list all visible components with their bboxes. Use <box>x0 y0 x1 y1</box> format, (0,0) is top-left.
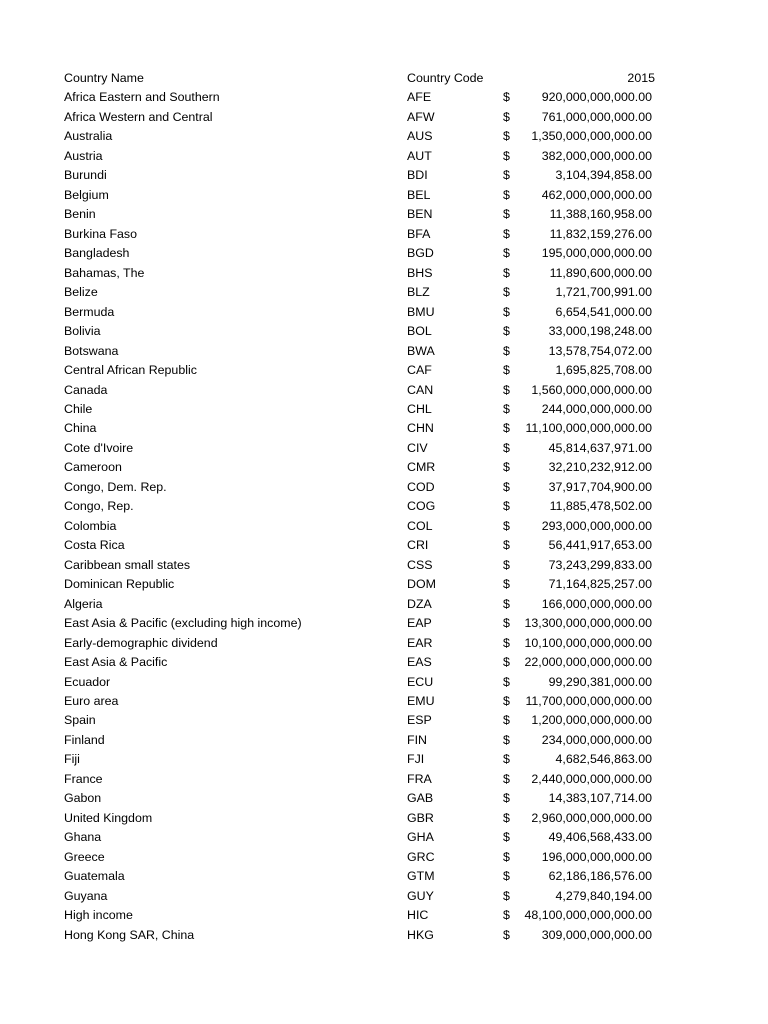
currency-symbol: $ <box>503 343 510 358</box>
currency-symbol: $ <box>503 674 510 689</box>
currency-symbol: $ <box>503 830 510 845</box>
country-name-cell: Central African Republic <box>64 363 197 378</box>
gdp-value-cell: 195,000,000,000.00 <box>541 246 652 261</box>
country-code-cell: CIV <box>407 440 428 455</box>
currency-symbol: $ <box>503 148 510 163</box>
currency-symbol: $ <box>503 499 510 514</box>
currency-symbol: $ <box>503 713 510 728</box>
country-code-cell: FRA <box>407 771 432 786</box>
country-name-cell: Chile <box>64 401 93 416</box>
country-code-cell: CHL <box>407 401 432 416</box>
country-code-cell: CAF <box>407 363 432 378</box>
currency-symbol: $ <box>503 888 510 903</box>
currency-symbol: $ <box>503 927 510 942</box>
currency-symbol: $ <box>503 635 510 650</box>
table-row <box>0 809 768 828</box>
currency-symbol: $ <box>503 168 510 183</box>
country-name-cell: Congo, Rep. <box>64 499 134 514</box>
table-row <box>0 575 768 594</box>
column-header-year: 2015 <box>627 71 655 85</box>
gdp-value-cell: 6,654,541,000.00 <box>555 304 652 319</box>
table-row <box>0 731 768 750</box>
currency-symbol: $ <box>503 460 510 475</box>
currency-symbol: $ <box>503 440 510 455</box>
currency-symbol: $ <box>503 869 510 884</box>
country-code-cell: FJI <box>407 752 425 767</box>
country-name-cell: East Asia & Pacific <box>64 655 168 670</box>
country-name-cell: Bermuda <box>64 304 115 319</box>
country-code-cell: ECU <box>407 674 434 689</box>
country-name-cell: Cote d'Ivoire <box>64 440 134 455</box>
table-row <box>0 497 768 516</box>
country-code-cell: BEN <box>407 207 433 222</box>
gdp-value-cell: 45,814,637,971.00 <box>548 440 652 455</box>
gdp-value-cell: 234,000,000,000.00 <box>541 732 652 747</box>
country-name-cell: Fiji <box>64 752 80 767</box>
table-row <box>0 634 768 653</box>
country-code-cell: ESP <box>407 713 432 728</box>
gdp-value-cell: 10,100,000,000,000.00 <box>524 635 652 650</box>
country-code-cell: CSS <box>407 557 433 572</box>
gdp-value-cell: 382,000,000,000.00 <box>541 148 652 163</box>
currency-symbol: $ <box>503 810 510 825</box>
country-name-cell: Early-demographic dividend <box>64 635 218 650</box>
country-code-cell: BEL <box>407 187 431 202</box>
gdp-value-cell: 1,695,825,708.00 <box>555 363 652 378</box>
table-row <box>0 458 768 477</box>
currency-symbol: $ <box>503 577 510 592</box>
country-name-cell: Cameroon <box>64 460 122 475</box>
country-name-cell: Bangladesh <box>64 246 130 261</box>
currency-symbol: $ <box>503 421 510 436</box>
country-code-cell: DZA <box>407 596 432 611</box>
gdp-value-cell: 48,100,000,000,000.00 <box>524 908 652 923</box>
table-row <box>0 108 768 127</box>
gdp-value-cell: 166,000,000,000.00 <box>541 596 652 611</box>
currency-symbol: $ <box>503 187 510 202</box>
country-code-cell: EAS <box>407 655 432 670</box>
country-code-cell: GTM <box>407 869 435 884</box>
currency-symbol: $ <box>503 382 510 397</box>
table-row <box>0 147 768 166</box>
table-row <box>0 906 768 925</box>
country-name-cell: Algeria <box>64 596 103 611</box>
table-row <box>0 88 768 107</box>
currency-symbol: $ <box>503 246 510 261</box>
country-code-cell: AFE <box>407 90 432 105</box>
country-name-cell: Greece <box>64 849 105 864</box>
currency-symbol: $ <box>503 771 510 786</box>
country-code-cell: COL <box>407 518 433 533</box>
table-row <box>0 225 768 244</box>
gdp-value-cell: 73,243,299,833.00 <box>548 557 652 572</box>
currency-symbol: $ <box>503 732 510 747</box>
currency-symbol: $ <box>503 226 510 241</box>
gdp-value-cell: 14,383,107,714.00 <box>548 791 652 806</box>
country-name-cell: Guatemala <box>64 869 125 884</box>
table-row <box>0 770 768 789</box>
currency-symbol: $ <box>503 129 510 144</box>
country-name-cell: Caribbean small states <box>64 557 191 572</box>
country-name-cell: Africa Eastern and Southern <box>64 90 220 105</box>
country-code-cell: CRI <box>407 538 429 553</box>
table-row <box>0 926 768 945</box>
table-row <box>0 244 768 263</box>
country-name-cell: Dominican Republic <box>64 577 175 592</box>
country-code-cell: AFW <box>407 109 435 124</box>
table-row <box>0 303 768 322</box>
table-row <box>0 419 768 438</box>
country-code-cell: EMU <box>407 694 435 708</box>
gdp-value-cell: 56,441,917,653.00 <box>548 538 652 553</box>
currency-symbol: $ <box>503 655 510 670</box>
currency-symbol: $ <box>503 304 510 319</box>
table-header-row <box>0 69 768 88</box>
country-name-cell: Botswana <box>64 343 119 358</box>
country-code-cell: CHN <box>407 421 434 436</box>
gdp-value-cell: 761,000,000,000.00 <box>541 109 652 124</box>
country-code-cell: DOM <box>407 577 436 592</box>
country-name-cell: High income <box>64 908 133 923</box>
country-code-cell: GUY <box>407 888 434 903</box>
table-row <box>0 887 768 906</box>
gdp-value-cell: 11,832,159,276.00 <box>549 226 652 241</box>
gdp-value-cell: 99,290,381,000.00 <box>548 674 652 689</box>
currency-symbol: $ <box>503 363 510 378</box>
gdp-value-cell: 309,000,000,000.00 <box>541 927 652 942</box>
gdp-value-cell: 49,406,568,433.00 <box>548 830 652 845</box>
country-code-cell: COG <box>407 499 436 514</box>
table-row <box>0 848 768 867</box>
country-name-cell: Bahamas, The <box>64 265 145 280</box>
table-row <box>0 673 768 692</box>
gdp-value-cell: 11,700,000,000,000.00 <box>525 694 652 708</box>
country-code-cell: BDI <box>407 168 428 183</box>
country-code-cell: GBR <box>407 810 434 825</box>
country-name-cell: Costa Rica <box>64 538 125 553</box>
gdp-value-cell: 71,164,825,257.00 <box>548 577 652 592</box>
currency-symbol: $ <box>503 557 510 572</box>
currency-symbol: $ <box>503 401 510 416</box>
table-row <box>0 828 768 847</box>
currency-symbol: $ <box>503 207 510 222</box>
currency-symbol: $ <box>503 109 510 124</box>
gdp-value-cell: 11,388,160,958.00 <box>549 207 652 222</box>
gdp-value-cell: 62,186,186,576.00 <box>548 869 652 884</box>
currency-symbol: $ <box>503 616 510 631</box>
country-code-cell: HIC <box>407 908 429 923</box>
table-row <box>0 342 768 361</box>
table-row <box>0 750 768 769</box>
table-row <box>0 264 768 283</box>
column-header-country-code: Country Code <box>407 71 484 85</box>
country-code-cell: BFA <box>407 226 431 241</box>
country-code-cell: BLZ <box>407 285 430 300</box>
country-code-cell: EAR <box>407 635 433 650</box>
currency-symbol: $ <box>503 849 510 864</box>
table-row <box>0 361 768 380</box>
table-row <box>0 711 768 730</box>
table-row <box>0 381 768 400</box>
table-row <box>0 127 768 146</box>
country-name-cell: Africa Western and Central <box>64 109 213 124</box>
country-name-cell: Belize <box>64 285 98 300</box>
currency-symbol: $ <box>503 791 510 806</box>
country-name-cell: Burkina Faso <box>64 226 138 241</box>
country-name-cell: Bolivia <box>64 324 101 339</box>
gdp-value-cell: 1,350,000,000,000.00 <box>531 129 652 144</box>
gdp-value-cell: 11,885,478,502.00 <box>549 499 652 514</box>
country-name-cell: East Asia & Pacific (excluding high income) <box>64 616 302 631</box>
country-name-cell: Canada <box>64 382 108 397</box>
country-code-cell: HKG <box>407 927 434 942</box>
country-name-cell: Burundi <box>64 168 107 183</box>
country-code-cell: GRC <box>407 849 435 864</box>
column-header-country-name: Country Name <box>64 71 144 85</box>
country-code-cell: BWA <box>407 343 435 358</box>
table-row <box>0 595 768 614</box>
country-name-cell: Ecuador <box>64 674 111 689</box>
table-row <box>0 166 768 185</box>
country-code-cell: BHS <box>407 265 433 280</box>
country-code-cell: EAP <box>407 616 432 631</box>
gdp-value-cell: 1,560,000,000,000.00 <box>531 382 652 397</box>
currency-symbol: $ <box>503 596 510 611</box>
currency-symbol: $ <box>503 694 510 708</box>
gdp-value-cell: 920,000,000,000.00 <box>541 90 652 105</box>
gdp-value-cell: 293,000,000,000.00 <box>541 518 652 533</box>
table-body <box>0 88 768 945</box>
table-row <box>0 186 768 205</box>
table-row <box>0 536 768 555</box>
gdp-value-cell: 4,279,840,194.00 <box>555 888 652 903</box>
gdp-value-cell: 3,104,394,858.00 <box>555 168 652 183</box>
currency-symbol: $ <box>503 285 510 300</box>
country-name-cell: France <box>64 771 103 786</box>
country-code-cell: AUS <box>407 129 433 144</box>
currency-symbol: $ <box>503 265 510 280</box>
country-name-cell: Congo, Dem. Rep. <box>64 479 167 494</box>
country-code-cell: FIN <box>407 732 427 747</box>
country-name-cell: Hong Kong SAR, China <box>64 927 195 942</box>
gdp-value-cell: 196,000,000,000.00 <box>541 849 652 864</box>
country-name-cell: Benin <box>64 207 96 222</box>
table-row <box>0 478 768 497</box>
country-code-cell: GHA <box>407 830 434 845</box>
gdp-value-cell: 462,000,000,000.00 <box>541 187 652 202</box>
country-name-cell: Spain <box>64 713 96 728</box>
gdp-value-cell: 37,917,704,900.00 <box>548 479 652 494</box>
table-row <box>0 439 768 458</box>
table-row <box>0 322 768 341</box>
country-name-cell: Ghana <box>64 830 102 845</box>
country-name-cell: Austria <box>64 148 103 163</box>
country-code-cell: BMU <box>407 304 435 319</box>
country-code-cell: BGD <box>407 246 434 261</box>
currency-symbol: $ <box>503 324 510 339</box>
table-row <box>0 692 768 711</box>
country-code-cell: CMR <box>407 460 436 475</box>
country-name-cell: Colombia <box>64 518 117 533</box>
country-name-cell: Gabon <box>64 791 102 806</box>
gdp-value-cell: 1,200,000,000,000.00 <box>531 713 652 728</box>
currency-symbol: $ <box>503 90 510 105</box>
gdp-value-cell: 244,000,000,000.00 <box>541 401 652 416</box>
country-code-cell: BOL <box>407 324 432 339</box>
table-row <box>0 867 768 886</box>
gdp-value-cell: 22,000,000,000,000.00 <box>524 655 652 670</box>
gdp-value-cell: 11,890,600,000.00 <box>549 265 652 280</box>
gdp-value-cell: 2,440,000,000,000.00 <box>531 771 652 786</box>
currency-symbol: $ <box>503 479 510 494</box>
table-row <box>0 789 768 808</box>
currency-symbol: $ <box>503 538 510 553</box>
gdp-value-cell: 13,300,000,000,000.00 <box>524 616 652 631</box>
country-code-cell: COD <box>407 479 435 494</box>
currency-symbol: $ <box>503 908 510 923</box>
gdp-value-cell: 11,100,000,000,000.00 <box>525 421 652 436</box>
gdp-value-cell: 2,960,000,000,000.00 <box>531 810 652 825</box>
country-code-cell: AUT <box>407 148 432 163</box>
table-row <box>0 614 768 633</box>
currency-symbol: $ <box>503 752 510 767</box>
country-code-cell: GAB <box>407 791 434 806</box>
country-name-cell: Australia <box>64 129 113 144</box>
table-row <box>0 556 768 575</box>
gdp-value-cell: 1,721,700,991.00 <box>555 285 652 300</box>
gdp-value-cell: 33,000,198,248.00 <box>548 324 652 339</box>
country-name-cell: United Kingdom <box>64 810 153 825</box>
table-row <box>0 517 768 536</box>
country-code-cell: CAN <box>407 382 434 397</box>
country-name-cell: Guyana <box>64 888 108 903</box>
country-name-cell: Belgium <box>64 187 109 202</box>
table-row <box>0 283 768 302</box>
country-name-cell: Euro area <box>64 694 119 708</box>
table-row <box>0 400 768 419</box>
country-name-cell: Finland <box>64 732 105 747</box>
table-row <box>0 205 768 224</box>
gdp-value-cell: 4,682,546,863.00 <box>555 752 652 767</box>
table-row <box>0 653 768 672</box>
country-name-cell: China <box>64 421 97 436</box>
gdp-value-cell: 13,578,754,072.00 <box>548 343 652 358</box>
gdp-table <box>0 69 768 945</box>
currency-symbol: $ <box>503 518 510 533</box>
gdp-value-cell: 32,210,232,912.00 <box>548 460 652 475</box>
